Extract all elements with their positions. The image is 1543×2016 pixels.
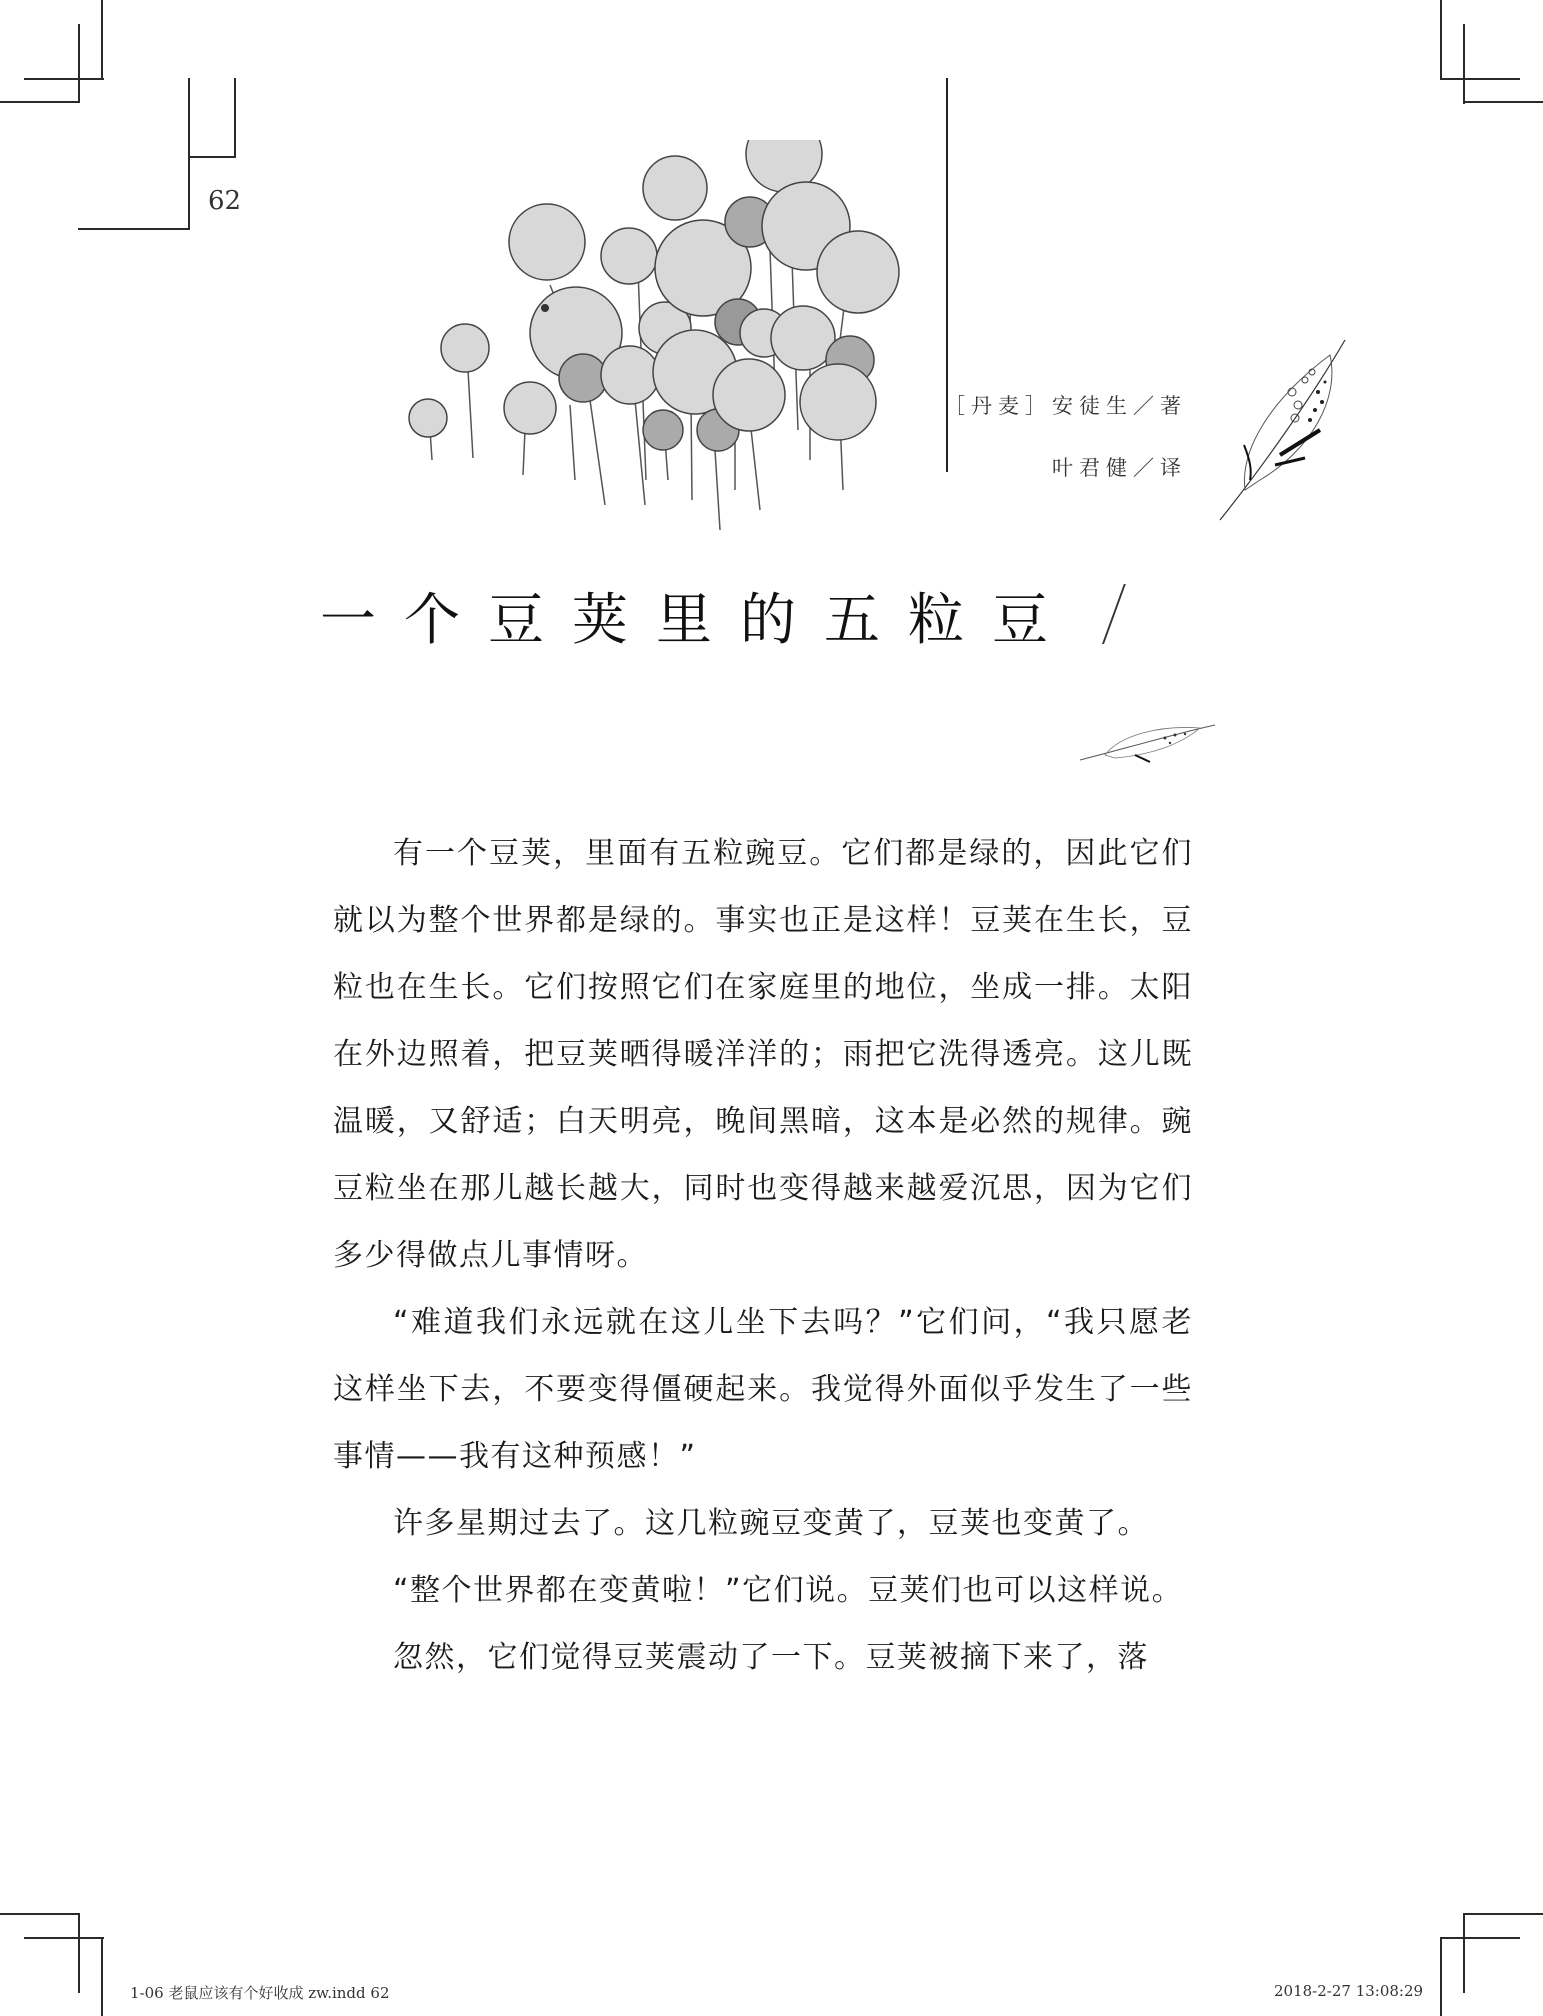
plant-illustration (390, 140, 950, 540)
footer-file-slug: 1-06 老鼠应该有个好收成 zw.indd 62 (130, 1984, 390, 2002)
crop-mark (1440, 78, 1520, 80)
paragraph: “难道我们永远就在这儿坐下去吗？”它们问，“我只愿老这样坐下去，不要变得僵硬起来。我觉得外面似乎发生了一些事情——我有这种预感！” (333, 1305, 1193, 1474)
paragraph: “整个世界都在变黄啦！”它们说。豆荚们也可以这样说。 (393, 1573, 1184, 1608)
margin-mark (188, 156, 236, 158)
page-number: 62 (208, 186, 242, 216)
crop-mark (101, 1937, 103, 2016)
crop-mark (1440, 0, 1442, 80)
story-body (333, 820, 1193, 1691)
paragraph: 有一个豆荚，里面有五粒豌豆。它们都是绿的，因此它们就以为整个世界都是绿的。事实也正是这样！豆荚在生长，豆粒也在生长。它们按照它们在家庭里的地位，坐成一排。太阳在外边照着，把豆荚晒得暖洋洋的；雨把它洗得透亮。这儿既温暖，又舒适；白天明亮，晚间黑暗，这本是必然的规律。豌豆粒坐在那儿越长越大，同时也变得越来越爱沉思，因为它们多少得做点儿事情呀。 (333, 836, 1193, 1273)
story-title: 一个豆荚里的五粒豆 (320, 588, 1076, 653)
crop-mark (1440, 1937, 1520, 1939)
feather-icon (1200, 330, 1360, 530)
title-slash-ornament (1102, 584, 1126, 644)
crop-mark (24, 78, 104, 80)
crop-mark (1463, 101, 1543, 103)
crop-mark (0, 101, 80, 103)
crop-mark (24, 1937, 104, 1939)
crop-mark (0, 1913, 80, 1915)
paragraph: 忽然，它们觉得豆荚震动了一下。豆荚被摘下来了，落 (393, 1640, 1149, 1675)
feather-ornament-icon (1070, 710, 1220, 770)
author-credit: ［丹麦］安徒生／著 (944, 394, 1187, 418)
crop-mark (1463, 1913, 1543, 1915)
crop-mark (78, 24, 80, 103)
crop-mark (101, 0, 103, 80)
crop-mark (78, 1913, 80, 1993)
margin-mark (78, 228, 190, 230)
footer-timestamp: 2018-2-27 13:08:29 (1274, 1982, 1424, 2000)
margin-mark (188, 78, 190, 230)
translator-credit: 叶君健／译 (1052, 456, 1187, 480)
crop-mark (1463, 24, 1465, 104)
crop-mark (1463, 1913, 1465, 1993)
paragraph: 许多星期过去了。这几粒豌豆变黄了，豆荚也变黄了。 (393, 1506, 1149, 1541)
crop-mark (1440, 1937, 1442, 2016)
margin-mark (234, 78, 236, 158)
